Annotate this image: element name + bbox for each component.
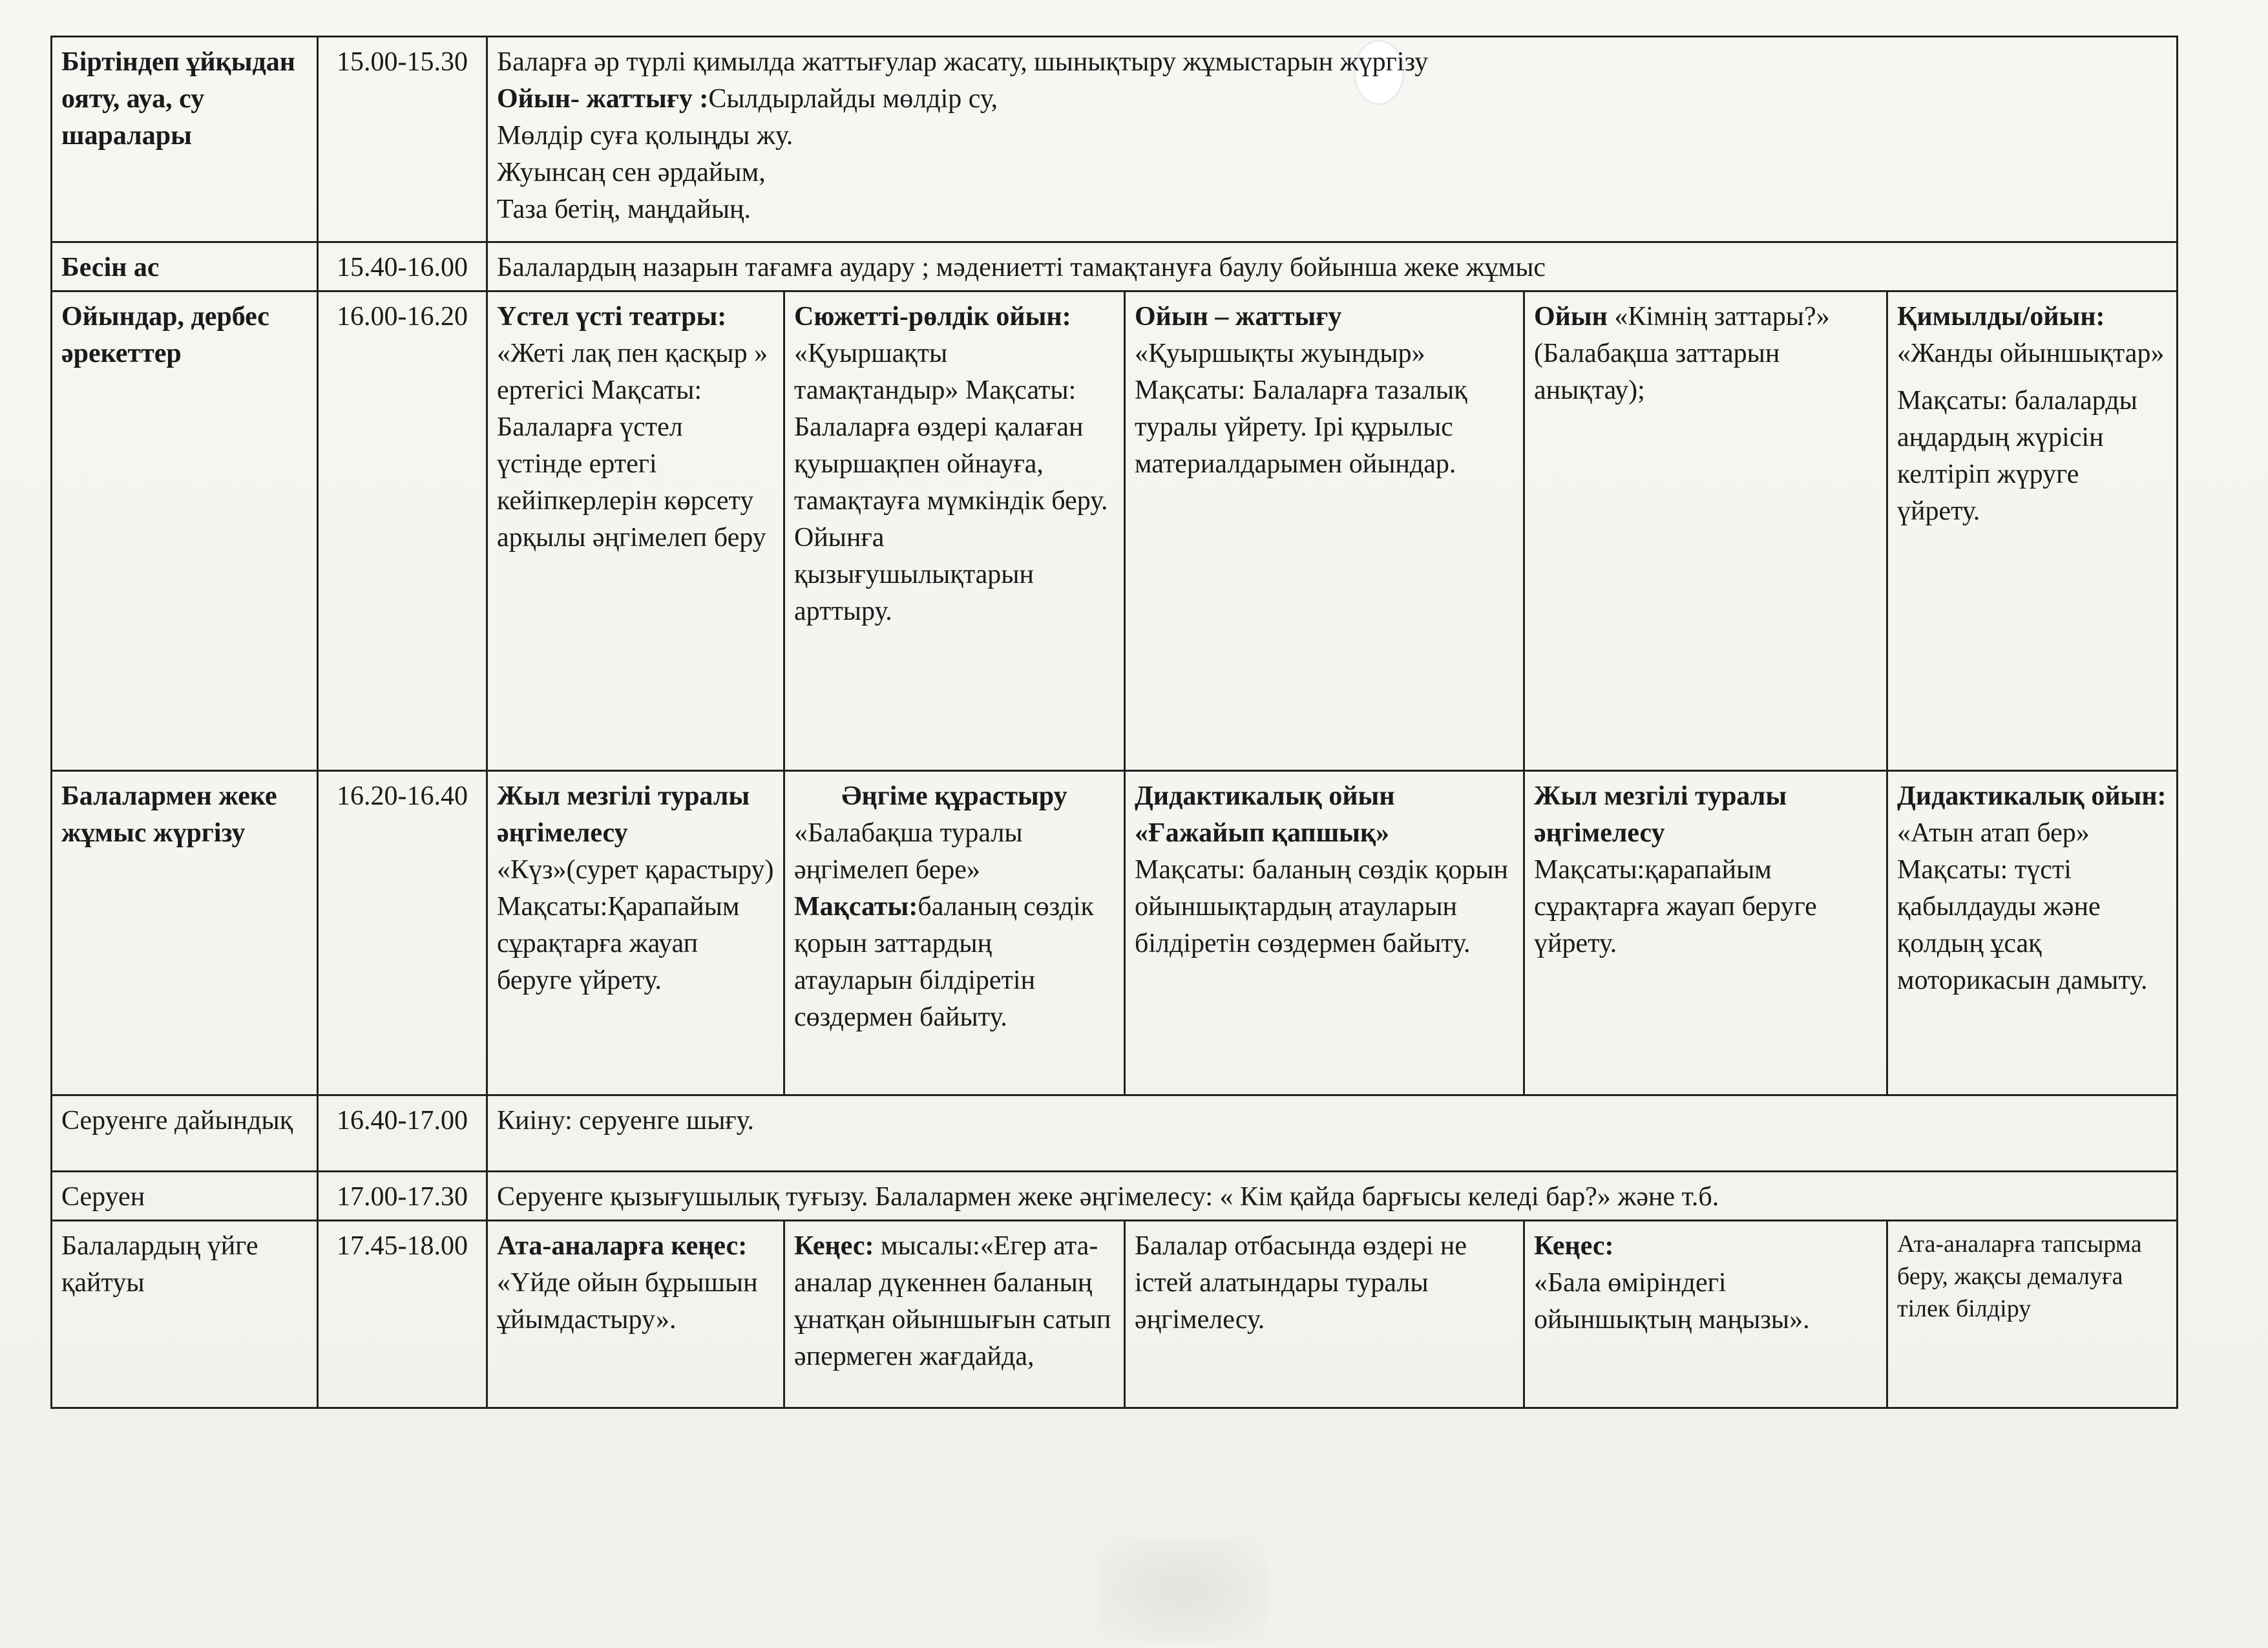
content-cell: Киіну: серуенге шығу. <box>487 1095 2178 1172</box>
content-cell <box>487 1221 784 1408</box>
cell-title: Ата-аналарға кеңес: <box>497 1231 748 1261</box>
cell-title: Әңгіме құрастыру <box>841 781 1067 811</box>
schedule-row <box>52 291 2178 771</box>
content-cell <box>784 771 1125 1095</box>
cell-text: «Балабақша туралы әңгімелеп бере» <box>794 818 1023 885</box>
content-cell <box>784 291 1125 771</box>
game-text: Сылдырлайды мөлдір су, <box>708 84 998 114</box>
game-label: Ойын- жаттығу : <box>497 84 709 114</box>
cell-text: Балалар отбасында өздері не істей алатындары туралы әңгімелесу. <box>1135 1231 1467 1335</box>
cell-title: Дидактикалық ойын «Ғажайып қапшық» <box>1135 781 1395 848</box>
paper-smudge <box>1098 1538 1266 1642</box>
cell-text: «Бала өміріндегі ойыншықтың маңызы». <box>1534 1268 1810 1335</box>
time-cell: 17.45-18.00 <box>318 1221 487 1408</box>
cell-title: Жыл мезгілі туралы әңгімелесу <box>497 781 750 848</box>
content-cell: Серуенге қызығушылық туғызу. Балалармен жеке әңгімелесу: « Кім қайда барғысы келеді бар?» және т.б. <box>487 1172 2178 1221</box>
cell-text: «Күз»(сурет қарастыру) Мақсаты:Қарапайым сұрақтарға жауап беруге үйрету. <box>497 855 774 995</box>
cell-text: «Үйде ойын бұрышын ұйымдастыру». <box>497 1268 758 1335</box>
schedule-row <box>52 771 2178 1095</box>
content-cell <box>1887 771 2178 1095</box>
cell-text: Мақсаты: балаларды аңдардың жүрісін келтіріп жүруге үйрету. <box>1897 386 2137 526</box>
content-line: Таза бетің, маңдайың. <box>497 195 751 224</box>
content-cell <box>784 1221 1125 1408</box>
cell-text: баланың сөздік қорын заттардың атауларын білдіретін сөздермен байыту. <box>794 892 1094 1032</box>
content-line: Баларға әр түрлі қимылда жаттығулар жасату, шынықтыру жұмыстарын жүргізу <box>497 47 1429 77</box>
activity-cell: Серуенге дайындық <box>52 1095 318 1172</box>
cell-text: Мақсаты:қарапайым сұрақтарға жауап беруге үйрету. <box>1534 855 1817 958</box>
cell-title: Кеңес: <box>1534 1231 1614 1261</box>
content-cell <box>1887 1221 2178 1408</box>
time-cell: 15.40-16.00 <box>318 242 487 291</box>
schedule-row <box>52 1172 2178 1221</box>
cell-text: «Атын атап бер» Мақсаты: түсті қабылдауды және қолдың ұсақ моторикасын дамыту. <box>1897 818 2148 995</box>
cell-text: «Кімнің заттары?» (Балабақша заттарын анықтау); <box>1534 302 1830 405</box>
schedule-row <box>52 242 2178 291</box>
content-cell <box>487 771 784 1095</box>
cell-text: Ата-аналарға тапсырма беру, жақсы демалуға тілек білдіру <box>1897 1231 2142 1322</box>
time-cell: 15.00-15.30 <box>318 37 487 242</box>
content-cell <box>1125 1221 1524 1408</box>
cell-text: Мақсаты: баланың сөздік қорын ойыншықтардың атауларын білдіретін сөздермен байыту. <box>1135 855 1509 958</box>
activity-cell: Серуен <box>52 1172 318 1221</box>
content-cell <box>487 291 784 771</box>
time-cell: 17.00-17.30 <box>318 1172 487 1221</box>
cell-title: Үстел үсті театры: <box>497 302 727 332</box>
cell-title: Кеңес: <box>794 1231 874 1261</box>
content-line <box>497 81 2167 118</box>
content-cell <box>1125 291 1524 771</box>
schedule-row <box>52 1221 2178 1408</box>
cell-text: «Жеті лақ пен қасқыр » ертегісі Мақсаты: Балаларға үстел үстінде ертегі кейіпкерлерін көрсету арқылы әңгімелеп беру <box>497 339 768 553</box>
content-line: Жуынсаң сен әрдайым, <box>497 158 766 187</box>
cell-title: Жыл мезгілі туралы әңгімелесу <box>1534 781 1787 848</box>
activity-cell: Балалардың үйге қайтуы <box>52 1221 318 1408</box>
content-cell <box>1524 771 1887 1095</box>
content-cell <box>487 37 2178 242</box>
cell-title: Сюжетті-рөлдік ойын: <box>794 302 1071 332</box>
content-cell: Балалардың назарын тағамға аудару ; мәдениетті тамақтануға баулу бойынша жеке жұмыс <box>487 242 2178 291</box>
time-cell: 16.20-16.40 <box>318 771 487 1095</box>
cell-text: «Қуыршақты тамақтандыр» Мақсаты: Балаларға өздері қалаған қуыршақпен ойнауға, тамақтауға мүмкіндік беру. Ойынға қызығушылықтарын арттыру. <box>794 339 1108 626</box>
activity-cell: Ойындар, дербес әрекеттер <box>52 291 318 771</box>
schedule-row <box>52 1095 2178 1172</box>
content-cell <box>1524 1221 1887 1408</box>
cell-title: Ойын <box>1534 302 1608 332</box>
activity-cell: Бесін ас <box>52 242 318 291</box>
activity-cell: Біртіндеп ұйқыдан ояту, ауа, су шаралары <box>52 37 318 242</box>
content-cell <box>1887 291 2178 771</box>
time-cell: 16.40-17.00 <box>318 1095 487 1172</box>
content-line: Мөлдір суға қолыңды жу. <box>497 121 793 151</box>
content-cell <box>1524 291 1887 771</box>
cell-text: мысалы:«Егер ата-аналар дүкеннен баланың ұнатқан ойыншығын сатып әпермеген жағдайда, <box>794 1231 1111 1371</box>
daily-schedule-table <box>50 36 2178 1409</box>
cell-title: Дидактикалық ойын: <box>1897 781 2167 811</box>
time-cell: 16.00-16.20 <box>318 291 487 771</box>
cell-title: Қимылды/ойын: <box>1897 302 2105 332</box>
activity-cell: Балалармен жеке жұмыс жүргізу <box>52 771 318 1095</box>
schedule-row <box>52 37 2178 242</box>
cell-text: «Жанды ойыншықтар» <box>1897 339 2165 368</box>
cell-label: Мақсаты: <box>794 892 918 922</box>
cell-title: Ойын – жаттығу <box>1135 302 1342 332</box>
content-cell <box>1125 771 1524 1095</box>
cell-text: «Қуыршықты жуындыр» Мақсаты: Балаларға тазалық туралы үйрету. Ірі құрылыс материалдарымен ойындар. <box>1135 339 1467 479</box>
